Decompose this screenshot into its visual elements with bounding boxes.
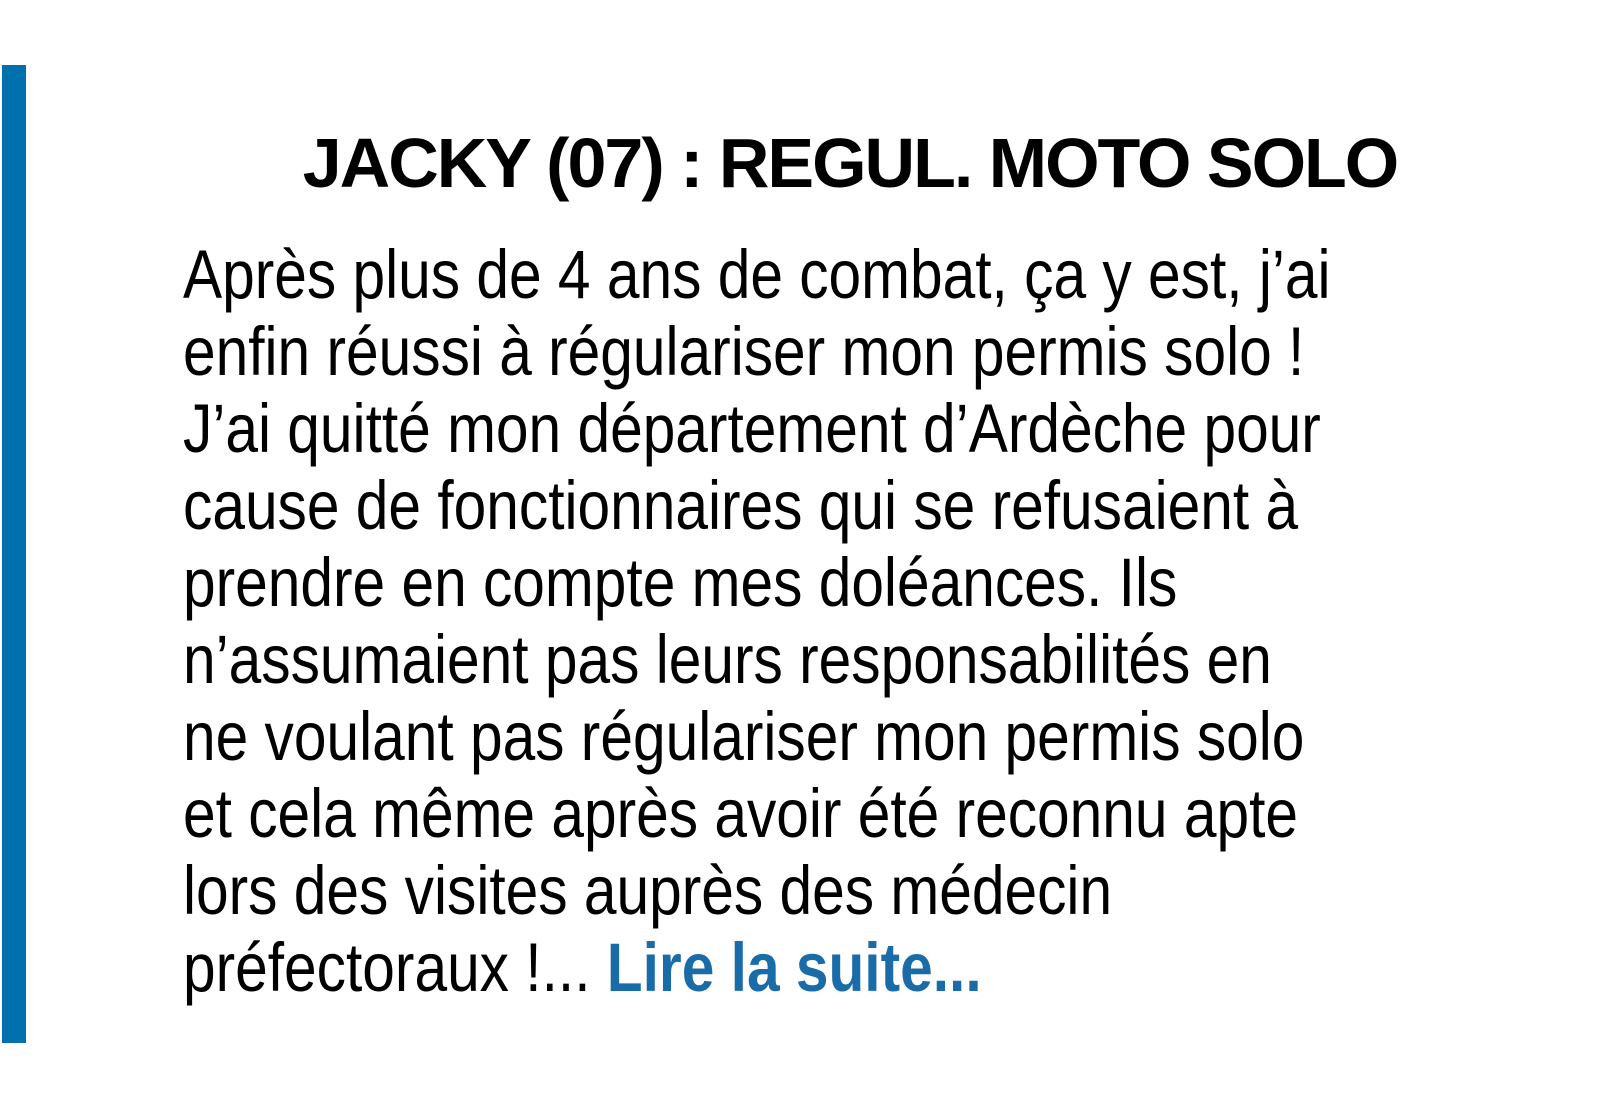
article-line-last: [183, 929, 1543, 1006]
article-line: n’assumaient pas leurs responsabilités en: [183, 621, 1272, 698]
article-line: Après plus de 4 ans de combat, ça y est, j’ai: [183, 236, 1331, 313]
article-line: ne voulant pas régulariser mon permis solo: [183, 698, 1305, 775]
article-line: et cela même après avoir été reconnu apte: [183, 775, 1298, 852]
article-line: J’ai quitté mon département d’Ardèche pour: [183, 390, 1321, 467]
article-line-text: préfectoraux !...: [183, 929, 607, 1006]
article-line: cause de fonctionnaires qui se refusaient à: [183, 467, 1299, 544]
article-line: lors des visites auprès des médecin: [183, 852, 1113, 929]
accent-bar: [2, 65, 26, 1043]
read-more-link[interactable]: Lire la suite...: [606, 929, 982, 1006]
article-body: [183, 236, 1543, 1006]
article-line: enfin réussi à régulariser mon permis solo !: [183, 313, 1305, 390]
article-title: JACKY (07) : REGUL. MOTO SOLO: [302, 123, 1398, 202]
article-line: prendre en compte mes doléances. Ils: [183, 544, 1178, 621]
